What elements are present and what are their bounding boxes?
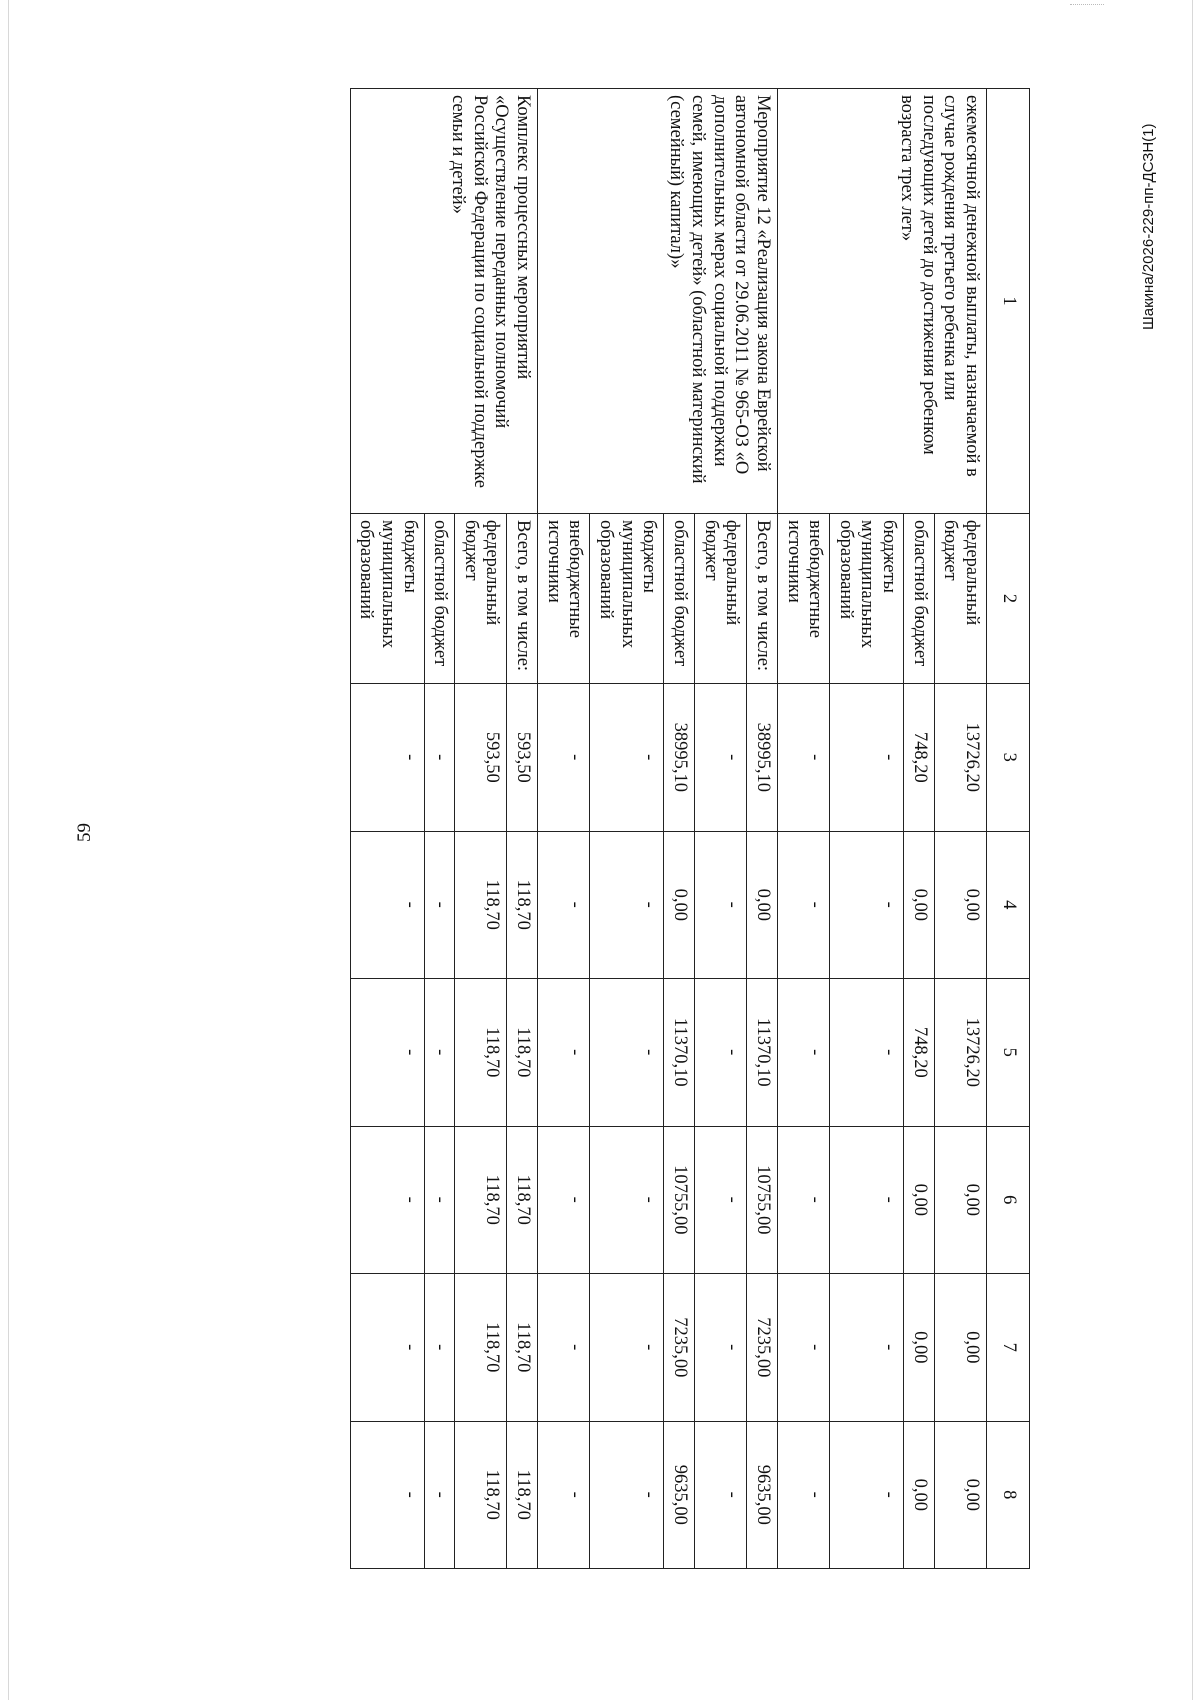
amount-cell: 0,00 bbox=[934, 1421, 986, 1569]
amount-cell: - bbox=[350, 1126, 424, 1274]
amount-cell: 593,50 bbox=[507, 684, 538, 832]
amount-cell: - bbox=[830, 831, 904, 979]
amount-cell: 118,70 bbox=[507, 1421, 538, 1569]
funding-source-cell: Всего, в том числе: bbox=[507, 514, 538, 684]
scan-artifact bbox=[1070, 4, 1104, 8]
amount-cell: 0,00 bbox=[904, 831, 935, 979]
amount-cell: 10755,00 bbox=[747, 1126, 778, 1274]
amount-cell: - bbox=[694, 979, 746, 1127]
amount-cell: - bbox=[590, 1421, 664, 1569]
amount-cell: - bbox=[424, 979, 455, 1127]
table-row bbox=[934, 89, 986, 1569]
scan-edge-right bbox=[1192, 0, 1193, 1700]
column-header: 6 bbox=[987, 1126, 1030, 1274]
amount-cell: - bbox=[424, 831, 455, 979]
amount-cell: 0,00 bbox=[934, 1126, 986, 1274]
amount-cell: - bbox=[694, 684, 746, 832]
amount-cell: 11370,10 bbox=[664, 979, 695, 1127]
activity-title-cell: Комплекс процессных мероприятий «Осуществление переданных полномочий Российской Федерации по социальной поддержке семьи и детей» bbox=[350, 89, 537, 514]
amount-cell: - bbox=[830, 979, 904, 1127]
amount-cell: - bbox=[538, 831, 590, 979]
amount-cell: 118,70 bbox=[455, 1274, 507, 1422]
amount-cell: - bbox=[350, 684, 424, 832]
funding-source-cell: бюджеты муниципальных образований bbox=[350, 514, 424, 684]
amount-cell: - bbox=[590, 831, 664, 979]
table-row bbox=[507, 89, 538, 1569]
amount-cell: 13726,20 bbox=[934, 684, 986, 832]
amount-cell: 9635,00 bbox=[747, 1421, 778, 1569]
amount-cell: 0,00 bbox=[747, 831, 778, 979]
amount-cell: - bbox=[538, 1274, 590, 1422]
funding-source-cell: областной бюджет bbox=[424, 514, 455, 684]
amount-cell: 118,70 bbox=[507, 1126, 538, 1274]
amount-cell: - bbox=[424, 684, 455, 832]
amount-cell: - bbox=[777, 1421, 829, 1569]
amount-cell: - bbox=[590, 1126, 664, 1274]
amount-cell: 7235,00 bbox=[747, 1274, 778, 1422]
amount-cell: - bbox=[694, 831, 746, 979]
amount-cell: - bbox=[830, 1126, 904, 1274]
amount-cell: - bbox=[538, 979, 590, 1127]
column-header: 5 bbox=[987, 979, 1030, 1127]
amount-cell: - bbox=[777, 831, 829, 979]
amount-cell: - bbox=[830, 1274, 904, 1422]
column-header: 3 bbox=[987, 684, 1030, 832]
amount-cell: - bbox=[777, 1126, 829, 1274]
amount-cell: - bbox=[590, 1274, 664, 1422]
funding-source-cell: бюджеты муниципальных образований bbox=[590, 514, 664, 684]
column-header: 2 bbox=[987, 514, 1030, 684]
amount-cell: - bbox=[350, 979, 424, 1127]
amount-cell: 118,70 bbox=[455, 831, 507, 979]
amount-cell: - bbox=[424, 1421, 455, 1569]
amount-cell: 118,70 bbox=[507, 979, 538, 1127]
amount-cell: - bbox=[350, 1421, 424, 1569]
amount-cell: 0,00 bbox=[934, 831, 986, 979]
budget-table bbox=[350, 88, 1030, 1569]
amount-cell: - bbox=[538, 1421, 590, 1569]
amount-cell: 118,70 bbox=[455, 979, 507, 1127]
header-row bbox=[987, 89, 1030, 1569]
funding-source-cell: внебюджетные источники bbox=[538, 514, 590, 684]
scan-edge-left bbox=[8, 0, 9, 1700]
amount-cell: 748,20 bbox=[904, 979, 935, 1127]
amount-cell: 0,00 bbox=[904, 1126, 935, 1274]
amount-cell: - bbox=[830, 684, 904, 832]
amount-cell: 118,70 bbox=[455, 1421, 507, 1569]
amount-cell: 13726,20 bbox=[934, 979, 986, 1127]
amount-cell: - bbox=[694, 1421, 746, 1569]
amount-cell: - bbox=[830, 1421, 904, 1569]
amount-cell: 10755,00 bbox=[664, 1126, 695, 1274]
document-code: Шакина/2026-229-пп-ДСЗН(1) bbox=[1140, 123, 1157, 330]
amount-cell: 118,70 bbox=[507, 831, 538, 979]
funding-source-cell: федеральный бюджет bbox=[455, 514, 507, 684]
amount-cell: - bbox=[590, 684, 664, 832]
amount-cell: 593,50 bbox=[455, 684, 507, 832]
amount-cell: 7235,00 bbox=[664, 1274, 695, 1422]
column-header: 8 bbox=[987, 1421, 1030, 1569]
amount-cell: 38995,10 bbox=[747, 684, 778, 832]
table-body bbox=[350, 89, 986, 1569]
amount-cell: - bbox=[694, 1126, 746, 1274]
amount-cell: - bbox=[350, 1274, 424, 1422]
amount-cell: - bbox=[694, 1274, 746, 1422]
amount-cell: 0,00 bbox=[664, 831, 695, 979]
page-number: 59 bbox=[74, 823, 95, 842]
activity-title-cell: Мероприятие 12 «Реализация закона Еврейской автономной области от 29.06.2011 № 965-ОЗ «О дополнительных мерах социальной поддержки семей, имеющих детей» (областной материнский (семейный) капитал)» bbox=[538, 89, 778, 514]
funding-source-cell: внебюджетные источники bbox=[777, 514, 829, 684]
table-row bbox=[747, 89, 778, 1569]
column-header: 4 bbox=[987, 831, 1030, 979]
amount-cell: - bbox=[538, 684, 590, 832]
amount-cell: 118,70 bbox=[455, 1126, 507, 1274]
column-header: 7 bbox=[987, 1274, 1030, 1422]
amount-cell: - bbox=[777, 979, 829, 1127]
amount-cell: - bbox=[538, 1126, 590, 1274]
amount-cell: 0,00 bbox=[904, 1274, 935, 1422]
amount-cell: 38995,10 bbox=[664, 684, 695, 832]
amount-cell: - bbox=[350, 831, 424, 979]
amount-cell: - bbox=[777, 684, 829, 832]
amount-cell: - bbox=[424, 1274, 455, 1422]
amount-cell: - bbox=[777, 1274, 829, 1422]
column-header: 1 bbox=[987, 89, 1030, 514]
amount-cell: 9635,00 bbox=[664, 1421, 695, 1569]
funding-source-cell: бюджеты муниципальных образований bbox=[830, 514, 904, 684]
funding-source-cell: областной бюджет bbox=[904, 514, 935, 684]
amount-cell: 118,70 bbox=[507, 1274, 538, 1422]
amount-cell: 0,00 bbox=[934, 1274, 986, 1422]
amount-cell: 748,20 bbox=[904, 684, 935, 832]
budget-table-container bbox=[350, 88, 1030, 1568]
amount-cell: - bbox=[424, 1126, 455, 1274]
activity-title-cell: ежемесячной денежной выплаты, назначаемой в случае рождения третьего ребенка или последующих детей до достижения ребенком возраста трех лет» bbox=[777, 89, 986, 514]
funding-source-cell: областной бюджет bbox=[664, 514, 695, 684]
amount-cell: 11370,10 bbox=[747, 979, 778, 1127]
funding-source-cell: федеральный бюджет bbox=[694, 514, 746, 684]
amount-cell: 0,00 bbox=[904, 1421, 935, 1569]
funding-source-cell: федеральный бюджет bbox=[934, 514, 986, 684]
amount-cell: - bbox=[590, 979, 664, 1127]
funding-source-cell: Всего, в том числе: bbox=[747, 514, 778, 684]
